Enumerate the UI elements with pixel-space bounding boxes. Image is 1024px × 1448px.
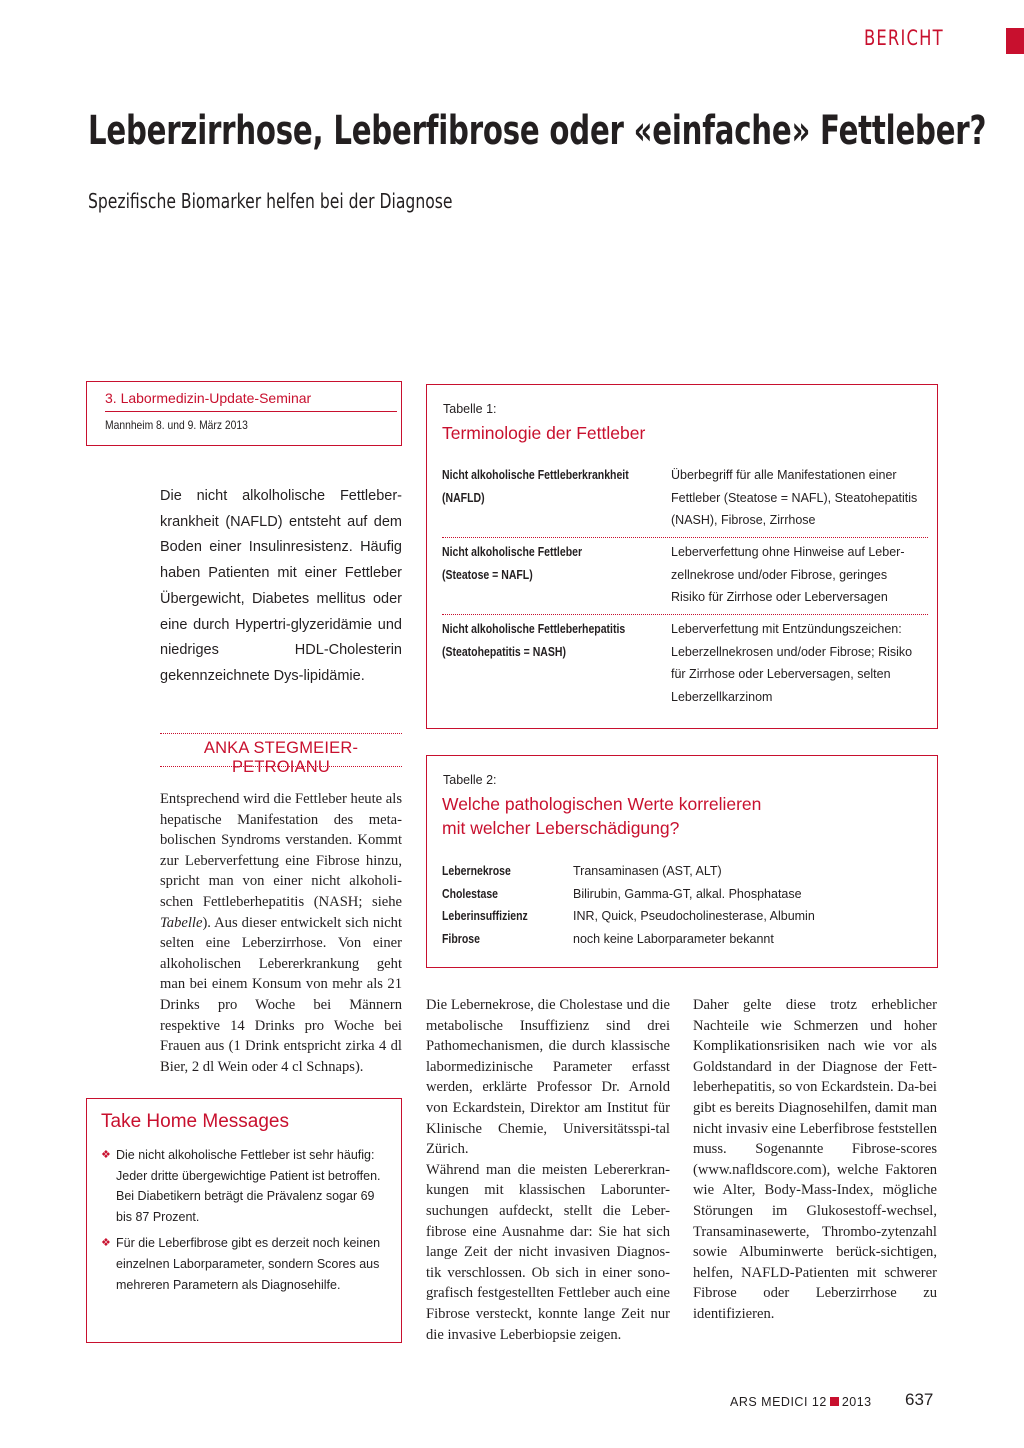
- table-title: Terminologie der Fettleber: [442, 423, 646, 443]
- list-item: ❖ Die nicht alkoholische Fettleber ist sehr häufig: Jeder dritte übergewichtige Patient ist betroffen. Bei Diabetikern beträgt die Prävalenz sogar 69 bis 87 Prozent.: [101, 1145, 391, 1227]
- section-label: BERICHT: [864, 26, 944, 50]
- take-home-box: [86, 1098, 402, 1343]
- diamond-bullet-icon: ❖: [101, 1149, 111, 1161]
- table-row: Fibrose noch keine Laborparameter bekannt: [442, 932, 774, 946]
- body-paragraph: Daher gelte diese trotz erheblicher Nachteile wie Schmerzen und hoher Komplikationsrisiken nach wie vor als Goldstandard in der Diagnose der Fett-leberhepatitis, so von Eckardstein. Da-bei gibt es bereits Diagnosehilfen, damit man nicht invasiv eine Leberfibrose feststellen muss. Sogenannte Fibrose-scores (www.nafldscore.com), welche Faktoren wie Alter, Body-Mass-Index, mögliche Störungen im Glukosestoff-wechsel, Transaminasewerte, Thrombo-zytenzahl sowie Albuminwerte berück-sichtigen, helfen, NAFLD-Patienten mit schwerer Fibrose oder Leberzirrhose zu identifizieren.: [693, 997, 937, 1322]
- body-column-3: [693, 995, 937, 1325]
- table-terminology: Tabelle 1: Terminologie der Fettleber Nicht alkoholische Fettleberkrankheit (NAFLD) Überbegriff für alle Manifestationen einer Fettleber (Steatose = NAFL), Steatohepatitis (NASH), Fibrose, Zirrhose Nicht alkoholische Fettleber (Steatose = NAFL) Leberverfettung ohne Hinweise auf Leber- zellnekrose und/oder Fibrose, geringes Risiko für Zirrhose oder Leberversagen Nicht alkoholische Fettleberhepatitis (Steatohepatitis = NASH) Leberverfettung mit Entzündungszeichen: Leberzellnekrosen und/oder Fibrose; Risiko für Zirrhose oder Leberversagen, selten Leberzellkarzinom: [426, 384, 938, 729]
- article-title: Leberzirrhose, Leberfibrose oder «einfache» Fettleber?: [88, 108, 987, 154]
- table-row: Cholestase Bilirubin, Gamma-GT, alkal. Phosphatase: [442, 887, 802, 901]
- table-label: Tabelle 2:: [443, 773, 497, 787]
- take-home-list: [101, 1145, 391, 1301]
- row-divider: [442, 537, 928, 538]
- list-item: ❖ Für die Leberfibrose gibt es derzeit noch keinen einzelnen Laborparameter, sondern Scores aus mehreren Parametern als Diagnosehilfe.: [101, 1233, 391, 1295]
- body-paragraph: Entsprechend wird die Fettleber heute als hepatische Manifestation des meta-bolischen Syndroms verstanden. Kommt zur Leberverfettung eine Fibrose hinzu, spricht man von einer nicht alkoholi-schen Fettleberhepatitis (NASH; siehe Tabelle). Aus dieser entwickelt sich nicht selten eine Leberzirrhose. Von einer alkoholischen Lebererkrankung geht man bei einem Konsum von mehr als 21 Drinks pro Woche bei Männern respektive 14 Drinks pro Woche bei Frauen aus (1 Drink entspricht zirka 4 dl Bier, 2 dl Wein oder 4 cl Schnaps).: [160, 791, 402, 1075]
- article-lead: Die nicht alkolholische Fettleber-krankheit (NAFLD) entsteht auf dem Boden einer Insulinresistenz. Häufig haben Patienten mit einer Fettleber Übergewicht, Diabetes mellitus oder eine durch Hypertri-glyzeridämie und niedriges HDL-Cholesterin gekennzeichnete Dys-lipidämie.: [160, 488, 402, 684]
- table-label: Tabelle 1:: [443, 402, 497, 416]
- table-row: Leberinsuffizienz INR, Quick, Pseudocholinesterase, Albumin: [442, 909, 815, 923]
- diamond-bullet-icon: ❖: [101, 1237, 111, 1250]
- body-column-1: [160, 789, 402, 1077]
- seminar-box: [86, 381, 402, 446]
- seminar-date: Mannheim 8. und 9. März 2013: [105, 418, 248, 432]
- square-separator-icon: [830, 1397, 839, 1406]
- footer-journal: ARS MEDICI 12 2013: [730, 1395, 872, 1409]
- author-divider-bottom: [160, 766, 402, 767]
- body-paragraph: Während man die meisten Lebererkran-kungen mit klassischen Laborunter-suchungen aufdeckt, stellt die Leber-fibrose eine Ausnahme dar: Sie hat sich lange Zeit der nicht invasiven Diagnos-tik verschlossen. Ob sich in einer sono-grafisch festgestellten Fettleber auch eine Fibrose versteckt, konnte lange Zeit nur die invasive Leberbiopsie zeigen.: [426, 1161, 670, 1343]
- table-title: Welche pathologischen Werte korrelieren mit welcher Leberschädigung?: [442, 794, 762, 838]
- table-pathological-values: [426, 755, 938, 968]
- author-name: ANKA STEGMEIER-PETROIANU: [203, 739, 359, 776]
- seminar-title: 3. Labormedizin-Update-Seminar: [105, 390, 312, 406]
- author-divider-top: [160, 733, 402, 734]
- seminar-divider: [105, 411, 397, 412]
- take-home-title: Take Home Messages: [101, 1111, 289, 1132]
- article-subtitle: Spezifische Biomarker helfen bei der Diagnose: [88, 189, 453, 213]
- page-number: 637: [905, 1390, 934, 1409]
- body-column-2: [426, 995, 670, 1345]
- body-paragraph: Die Lebernekrose, die Cholestase und die metabolische Insuffizienz sind drei Pathomechanismen, die durch klassische labormedizinische Parameter erfasst werden, erklärte Professor Dr. Arnold von Eckardstein, Direktor am Institut für Klinische Chemie, Universitätsspi-tal Zürich.: [426, 997, 670, 1158]
- table-row: Lebernekrose Transaminasen (AST, ALT): [442, 864, 722, 878]
- row-divider: [442, 614, 928, 615]
- corner-mark: [1006, 28, 1024, 54]
